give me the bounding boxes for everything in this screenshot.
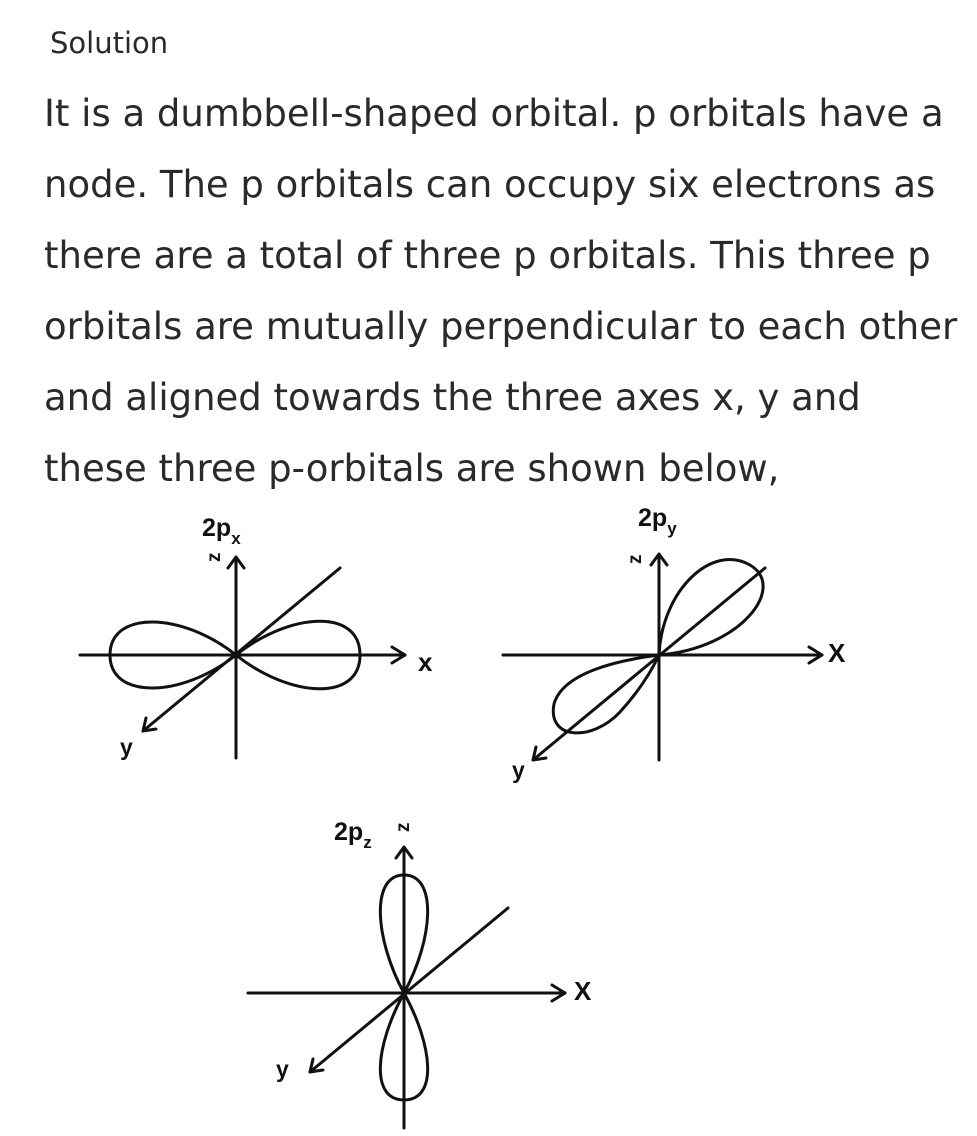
solution-paragraph: It is a dumbbell-shaped orbital. p orbitals have a node. The p orbitals can occupy six electrons as there are a total of three p orbitals. This three p orbitals are mutually perpendicular to each other and aligned towards the three axes x, y and these three p-orbitals are shown below, <box>44 92 958 490</box>
p-orbitals-diagram <box>0 500 977 1136</box>
px-y-label: y <box>120 734 133 760</box>
pz-x-label: X <box>574 976 592 1006</box>
py-title: $2p_y$ <box>638 504 677 538</box>
py-lobe-back <box>659 560 763 655</box>
solution-heading: Solution <box>50 26 169 60</box>
pz-y-axis <box>310 908 508 1072</box>
py-x-label: X <box>828 638 846 668</box>
pz-y-label: y <box>276 1056 289 1082</box>
pz-z-label: z <box>393 822 414 832</box>
orbital-2py <box>503 554 822 760</box>
pz-title: $2p_z$ <box>334 818 372 852</box>
orbital-2pz <box>248 847 565 1128</box>
px-z-label: z <box>204 552 225 562</box>
px-x-label: x <box>418 647 433 677</box>
py-y-label: y <box>512 757 525 783</box>
orbital-2px <box>80 557 405 758</box>
px-title: $2p_x$ <box>202 514 241 548</box>
py-z-label: z <box>625 554 646 564</box>
py-lobe-front <box>553 655 659 733</box>
